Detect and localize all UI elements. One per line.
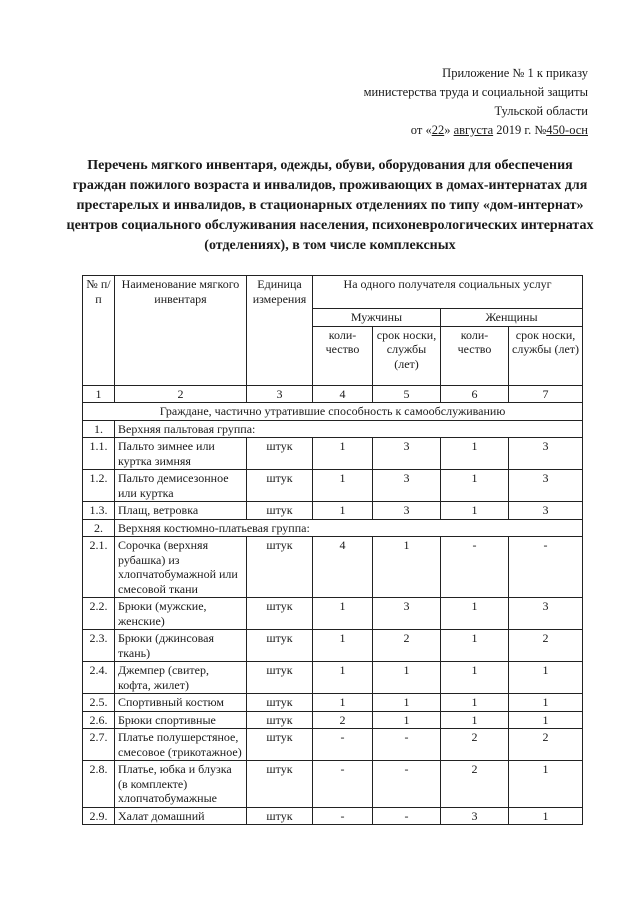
row-women-term: 1 bbox=[509, 761, 583, 808]
row-women-qty: 1 bbox=[441, 438, 509, 470]
row-women-qty: 1 bbox=[441, 470, 509, 502]
table-row bbox=[83, 694, 583, 712]
row-men-term: - bbox=[373, 761, 441, 808]
row-women-qty: 3 bbox=[441, 807, 509, 825]
row-name: Брюки спортивные bbox=[115, 711, 247, 729]
row-women-term: 3 bbox=[509, 438, 583, 470]
row-women-qty: 2 bbox=[441, 729, 509, 761]
table-row bbox=[83, 438, 583, 470]
inventory-table bbox=[82, 275, 583, 825]
column-number: 4 bbox=[313, 385, 373, 403]
row-women-qty: - bbox=[441, 537, 509, 598]
row-women-qty: 1 bbox=[441, 598, 509, 630]
row-men-qty: 2 bbox=[313, 711, 373, 729]
row-men-qty: 1 bbox=[313, 694, 373, 712]
row-unit: штук bbox=[247, 662, 313, 694]
header-qty-women: коли-чество bbox=[441, 326, 509, 385]
row-number: 2.1. bbox=[83, 537, 115, 598]
row-unit: штук bbox=[247, 598, 313, 630]
document-header bbox=[364, 64, 588, 140]
row-number: 2.7. bbox=[83, 729, 115, 761]
header-term-men: срок носки, службы (лет) bbox=[373, 326, 441, 385]
row-unit: штук bbox=[247, 537, 313, 598]
table-header-row bbox=[83, 276, 583, 309]
row-men-term: 1 bbox=[373, 662, 441, 694]
row-unit: штук bbox=[247, 761, 313, 808]
row-women-term: 3 bbox=[509, 598, 583, 630]
row-men-term: 3 bbox=[373, 598, 441, 630]
table-row bbox=[83, 598, 583, 630]
row-number: 2.2. bbox=[83, 598, 115, 630]
group-name: Верхняя костюмно-платьевая группа: bbox=[115, 519, 583, 537]
row-men-term: 3 bbox=[373, 470, 441, 502]
row-number: 2.6. bbox=[83, 711, 115, 729]
table-row bbox=[83, 711, 583, 729]
row-name: Пальто демисезонное или куртка bbox=[115, 470, 247, 502]
row-men-qty: - bbox=[313, 729, 373, 761]
table-row bbox=[83, 662, 583, 694]
row-women-qty: 1 bbox=[441, 502, 509, 520]
row-women-term: 2 bbox=[509, 729, 583, 761]
date-month: августа bbox=[453, 123, 494, 137]
group-row bbox=[83, 519, 583, 537]
table-row bbox=[83, 729, 583, 761]
row-name: Спортивный костюм bbox=[115, 694, 247, 712]
document-title: Перечень мягкого инвентаря, одежды, обуви, оборудования для обеспечения граждан пожилого возраста и инвалидов, проживающих в домах-интернатах для престарелых и инвалидов, в стационарных отделениях по типу «дом-интернат» центров социального обслуживания населения, психоневрологических интернатах (отделениях), в том числе комплексных bbox=[66, 158, 594, 253]
row-women-qty: 1 bbox=[441, 662, 509, 694]
row-name: Платье полушерстяное, смесовое (трикотажное) bbox=[115, 729, 247, 761]
header-name: Наименование мягкого инвентаря bbox=[115, 276, 247, 386]
column-number: 3 bbox=[247, 385, 313, 403]
order-number: 450-осн bbox=[546, 123, 588, 137]
table-row bbox=[83, 502, 583, 520]
row-number: 2.3. bbox=[83, 630, 115, 662]
row-women-term: 1 bbox=[509, 694, 583, 712]
header-women: Женщины bbox=[441, 309, 583, 327]
header-men: Мужчины bbox=[313, 309, 441, 327]
date-prefix: от « bbox=[410, 123, 432, 137]
row-women-term: 3 bbox=[509, 502, 583, 520]
column-number: 6 bbox=[441, 385, 509, 403]
row-unit: штук bbox=[247, 630, 313, 662]
table-row bbox=[83, 761, 583, 808]
row-number: 1.2. bbox=[83, 470, 115, 502]
row-number: 1.1. bbox=[83, 438, 115, 470]
row-name: Пальто зимнее или куртка зимняя bbox=[115, 438, 247, 470]
row-name: Сорочка (верхняя рубашка) из хлопчатобумажной или смесовой ткани bbox=[115, 537, 247, 598]
group-row bbox=[83, 420, 583, 438]
header-no: № п/п bbox=[83, 276, 115, 386]
row-women-qty: 2 bbox=[441, 761, 509, 808]
row-name: Плащ, ветровка bbox=[115, 502, 247, 520]
row-number: 2.9. bbox=[83, 807, 115, 825]
row-women-qty: 1 bbox=[441, 711, 509, 729]
row-men-term: 3 bbox=[373, 502, 441, 520]
date-mid: » bbox=[444, 123, 454, 137]
section-title: Граждане, частично утратившие способность к самообслуживанию bbox=[83, 403, 583, 421]
header-unit: Единица измерения bbox=[247, 276, 313, 386]
row-men-qty: 1 bbox=[313, 438, 373, 470]
header-line-date bbox=[364, 121, 588, 140]
column-number: 5 bbox=[373, 385, 441, 403]
row-unit: штук bbox=[247, 438, 313, 470]
row-name: Джемпер (свитер, кофта, жилет) bbox=[115, 662, 247, 694]
row-women-term: 1 bbox=[509, 807, 583, 825]
row-women-term: 3 bbox=[509, 470, 583, 502]
table-row bbox=[83, 537, 583, 598]
row-number: 1.3. bbox=[83, 502, 115, 520]
row-men-term: 1 bbox=[373, 711, 441, 729]
row-unit: штук bbox=[247, 729, 313, 761]
row-unit: штук bbox=[247, 694, 313, 712]
header-line-appendix: Приложение № 1 к приказу bbox=[442, 66, 588, 80]
column-number: 2 bbox=[115, 385, 247, 403]
row-number: 2.4. bbox=[83, 662, 115, 694]
row-men-term: - bbox=[373, 807, 441, 825]
header-term-women: срок носки, службы (лет) bbox=[509, 326, 583, 385]
row-men-term: 1 bbox=[373, 694, 441, 712]
row-men-qty: 4 bbox=[313, 537, 373, 598]
row-name: Платье, юбка и блузка (в комплекте) хлопчатобумажные bbox=[115, 761, 247, 808]
row-men-qty: 1 bbox=[313, 470, 373, 502]
group-number: 2. bbox=[83, 519, 115, 537]
row-women-term: 1 bbox=[509, 711, 583, 729]
table-row bbox=[83, 630, 583, 662]
row-women-term: 2 bbox=[509, 630, 583, 662]
row-unit: штук bbox=[247, 502, 313, 520]
table-row bbox=[83, 470, 583, 502]
row-men-term: 1 bbox=[373, 537, 441, 598]
row-number: 2.5. bbox=[83, 694, 115, 712]
column-number: 7 bbox=[509, 385, 583, 403]
row-name: Халат домашний bbox=[115, 807, 247, 825]
row-men-term: - bbox=[373, 729, 441, 761]
row-men-term: 3 bbox=[373, 438, 441, 470]
row-women-qty: 1 bbox=[441, 630, 509, 662]
row-men-qty: 1 bbox=[313, 662, 373, 694]
header-line-region: Тульской области bbox=[494, 104, 588, 118]
group-name: Верхняя пальтовая группа: bbox=[115, 420, 583, 438]
date-day: 22 bbox=[431, 123, 445, 137]
header-qty-men: коли-чество bbox=[313, 326, 373, 385]
row-women-term: - bbox=[509, 537, 583, 598]
row-men-qty: 1 bbox=[313, 502, 373, 520]
row-men-qty: 1 bbox=[313, 630, 373, 662]
header-line-ministry: министерства труда и социальной защиты bbox=[363, 85, 588, 99]
row-unit: штук bbox=[247, 711, 313, 729]
group-number: 1. bbox=[83, 420, 115, 438]
header-per-recipient: На одного получателя социальных услуг bbox=[313, 276, 583, 309]
row-unit: штук bbox=[247, 807, 313, 825]
row-name: Брюки (джинсовая ткань) bbox=[115, 630, 247, 662]
table-row bbox=[83, 807, 583, 825]
column-number: 1 bbox=[83, 385, 115, 403]
table-column-numbers-row bbox=[83, 385, 583, 403]
row-men-term: 2 bbox=[373, 630, 441, 662]
row-unit: штук bbox=[247, 470, 313, 502]
row-number: 2.8. bbox=[83, 761, 115, 808]
row-name: Брюки (мужские, женские) bbox=[115, 598, 247, 630]
row-men-qty: 1 bbox=[313, 598, 373, 630]
date-year: 2019 г. № bbox=[493, 123, 547, 137]
section-row bbox=[83, 403, 583, 421]
row-women-term: 1 bbox=[509, 662, 583, 694]
row-men-qty: - bbox=[313, 761, 373, 808]
row-men-qty: - bbox=[313, 807, 373, 825]
row-women-qty: 1 bbox=[441, 694, 509, 712]
